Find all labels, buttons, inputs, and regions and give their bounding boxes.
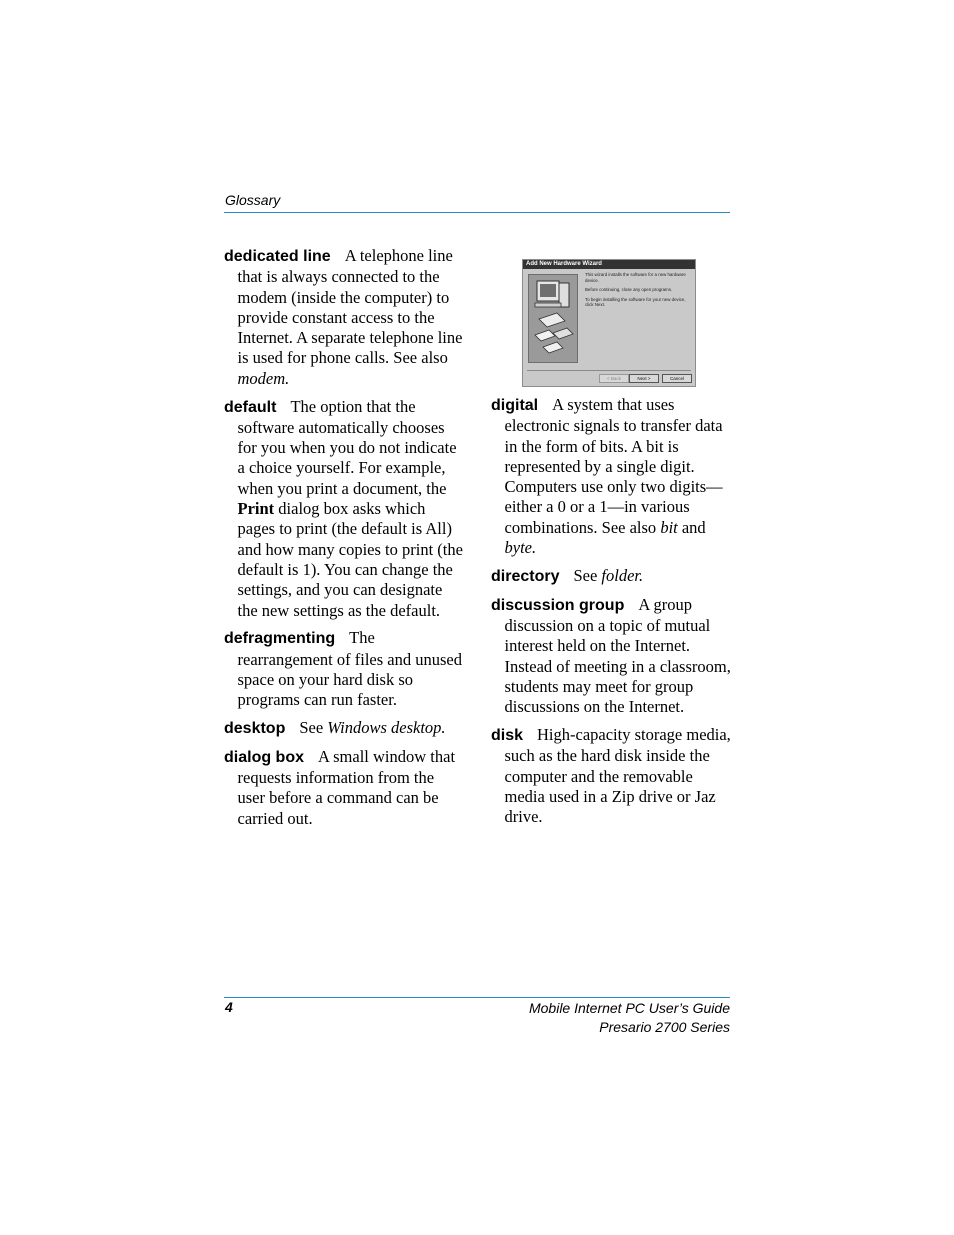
wizard-text-line: This wizard installs the software for a new hardware device.: [585, 272, 686, 283]
glossary-term: default: [224, 398, 277, 416]
glossary-cross-reference: bit: [660, 517, 678, 537]
glossary-definition: A group discussion on a topic of mutual interest held on the Internet. Instead of meeting in a classroom, students may meet for group discussions on the Internet.: [504, 594, 731, 717]
glossary-entry-disk: [491, 725, 731, 827]
glossary-definition: A small window that requests information from the user before a command can be carried out.: [237, 746, 456, 828]
glossary-term: dedicated line: [224, 248, 331, 265]
footer-title: [529, 999, 730, 1037]
glossary-term: defragmenting: [224, 630, 336, 648]
glossary-entry-desktop: [224, 718, 464, 739]
wizard-separator: [527, 370, 691, 371]
footer-title-line: Mobile Internet PC User’s Guide: [528, 1000, 730, 1016]
glossary-definition: High-capacity storage media, such as the hard disk inside the computer and the removable media used in a Zip drive or Jaz drive.: [504, 724, 731, 827]
glossary-term: digital: [491, 397, 539, 414]
glossary-cross-reference: modem.: [237, 368, 290, 388]
glossary-term: desktop: [224, 720, 286, 738]
left-column: [224, 246, 464, 837]
wizard-cancel-button: Cancel: [662, 374, 692, 383]
glossary-definition-continued: dialog box asks which pages to print (the default is All) and how many copies to print (the default is 1). You can change the settings, and you can designate the new settings as the default.: [237, 499, 463, 620]
glossary-cross-reference: Windows desktop.: [327, 718, 446, 738]
page-number: 4: [225, 999, 233, 1015]
add-hardware-wizard-screenshot: [522, 259, 696, 387]
bold-ui-term: Print: [237, 499, 275, 519]
wizard-text-line: To begin installing the software for your new device, click Next.: [585, 296, 686, 307]
glossary-entry-directory: [491, 566, 731, 587]
glossary-definition: See: [573, 565, 602, 585]
glossary-entry-digital: [491, 395, 731, 558]
footer-rule: [224, 997, 730, 998]
glossary-cross-reference: folder.: [601, 565, 644, 585]
glossary-term: directory: [491, 567, 560, 585]
wizard-illustration: [528, 274, 578, 363]
header-rule: [224, 212, 730, 213]
glossary-entry-defragmenting: [224, 628, 464, 710]
glossary-cross-reference: byte.: [504, 538, 537, 558]
computer-hardware-icon: [529, 275, 577, 362]
glossary-definition: A telephone line that is always connected to the modem (inside the computer) to provide constant access to the Internet. A separate telephone line is used for phone calls. See also: [237, 246, 463, 368]
running-head: Glossary: [225, 192, 281, 208]
glossary-entry-default: [224, 397, 464, 621]
right-column: [491, 395, 731, 835]
glossary-definition: The rearrangement of files and unused space on your hard disk so programs can run faster.: [237, 628, 462, 710]
glossary-entry-dialog-box: [224, 747, 464, 829]
glossary-term: dialog box: [224, 748, 304, 766]
glossary-term: discussion group: [491, 596, 625, 614]
glossary-definition: A system that uses electronic signals to transfer data in the form of bits. A bit is represented by a single digit. Computers use only two digits—either a 0 or a 1—in various combinations. See also: [504, 395, 723, 537]
footer-subtitle-line: Presario 2700 Series: [599, 1019, 730, 1035]
wizard-text-line: Before continuing, close any open programs.: [585, 287, 673, 292]
glossary-definition: See: [299, 718, 328, 738]
glossary-term: disk: [491, 726, 524, 744]
wizard-body-text: [585, 272, 693, 312]
wizard-next-button: Next >: [629, 374, 659, 383]
glossary-joiner: and: [677, 517, 706, 537]
glossary-definition: The option that the software automatically chooses for you when you do not indicate a choice yourself. For example, when you print a document, the: [237, 396, 457, 498]
wizard-title-bar: Add New Hardware Wizard: [523, 260, 695, 269]
glossary-entry-discussion-group: [491, 595, 731, 718]
glossary-entry-dedicated-line: [224, 246, 464, 389]
wizard-back-button: < Back: [599, 374, 629, 383]
